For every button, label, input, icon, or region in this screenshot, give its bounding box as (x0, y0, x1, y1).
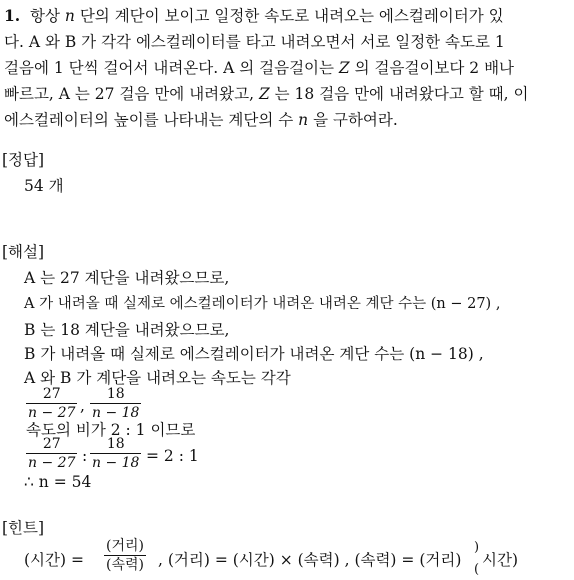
var-z: Z (258, 85, 270, 103)
fraction-bar (104, 555, 146, 556)
denominator: n − 27 (28, 405, 76, 421)
denominator: n − 27 (28, 455, 76, 471)
numerator: 18 (106, 436, 125, 452)
problem-text: 빠르고, A 는 27 걸음 만에 내려왔고, (4, 85, 259, 103)
var-n: n (64, 7, 75, 25)
answer-value: 54 개 (24, 177, 64, 195)
fraction-ratio-b (90, 436, 141, 471)
hint-fraction (104, 538, 146, 573)
explanation-line-4: B 가 내려올 때 실제로 에스컬레이터가 내려온 계단 수는 (n − 18) , (24, 345, 484, 363)
numerator: 18 (106, 386, 125, 402)
explanation-line-5: A 와 B 가 계단을 내려오는 속도는 각각 (24, 369, 291, 387)
problem-line-2: 다. A 와 B 가 각각 에스컬레이터를 타고 내려오면서 서로 일정한 속도로 1 (4, 33, 505, 51)
problem-line-1 (4, 6, 504, 26)
problem-text: 걸음에 1 단씩 걸어서 내려온다. A 의 걸음걸이는 (4, 59, 339, 77)
problem-text: 의 걸음걸이보다 2 배나 (349, 59, 515, 77)
explanation-header: [해설] (2, 243, 45, 261)
hint-paren-bottom: ( (474, 562, 480, 577)
fraction-bar (90, 453, 141, 454)
fraction-ratio-a (26, 436, 77, 471)
separator: , (80, 397, 85, 415)
var-n: n (298, 111, 309, 129)
explanation-line-6: 속도의 비가 2 : 1 이므로 (26, 421, 196, 439)
fraction-bar (26, 453, 77, 454)
hint-formulas: , (거리) = (시간) × (속력) , (속력) = (거리) (158, 551, 462, 569)
problem-text: 단의 계단이 보이고 일정한 속도로 내려오는 에스컬레이터가 있 (74, 7, 504, 25)
problem-line-4 (4, 84, 528, 104)
fraction-speed-b (90, 386, 141, 421)
var-z: Z (338, 59, 350, 77)
hint-lhs: (시간) = (24, 551, 84, 569)
ratio-result: = 2 : 1 (146, 447, 199, 465)
problem-text: 에스컬레이터의 높이를 나타내는 계단의 수 (4, 111, 299, 129)
problem-line-5 (4, 110, 398, 130)
numerator: 27 (42, 436, 61, 452)
explanation-line-2: A 가 내려올 때 실제로 에스컬레이터가 내려온 내려온 계단 수는 (n − 27) , (24, 296, 501, 312)
answer-header: [정답] (2, 151, 45, 169)
denominator: n − 18 (92, 405, 140, 421)
problem-number: 1. (4, 6, 21, 25)
problem-text: 항상 (30, 7, 65, 25)
explanation-line-3: B 는 18 계단을 내려왔으므로, (24, 321, 230, 339)
problem-text: 을 구하여라. (308, 111, 398, 129)
ratio-colon: : (82, 447, 88, 465)
numerator: 27 (42, 386, 61, 402)
explanation-line-1: A 는 27 계단을 내려왔으므로, (24, 269, 230, 287)
numerator: (거리) (106, 538, 144, 554)
hint-formula-end: 시간) (482, 551, 518, 569)
conclusion: ∴ n = 54 (24, 473, 92, 491)
hint-paren-top: ) (474, 540, 480, 555)
denominator: n − 18 (92, 455, 140, 471)
problem-text: 는 18 걸음 만에 내려왔다고 할 때, 이 (269, 85, 529, 103)
fraction-bar (90, 403, 141, 404)
hint-header: [힌트] (2, 519, 45, 537)
fraction-speed-a (26, 386, 77, 421)
problem-line-3 (4, 58, 514, 78)
denominator: (속력) (106, 557, 144, 573)
fraction-bar (26, 403, 77, 404)
